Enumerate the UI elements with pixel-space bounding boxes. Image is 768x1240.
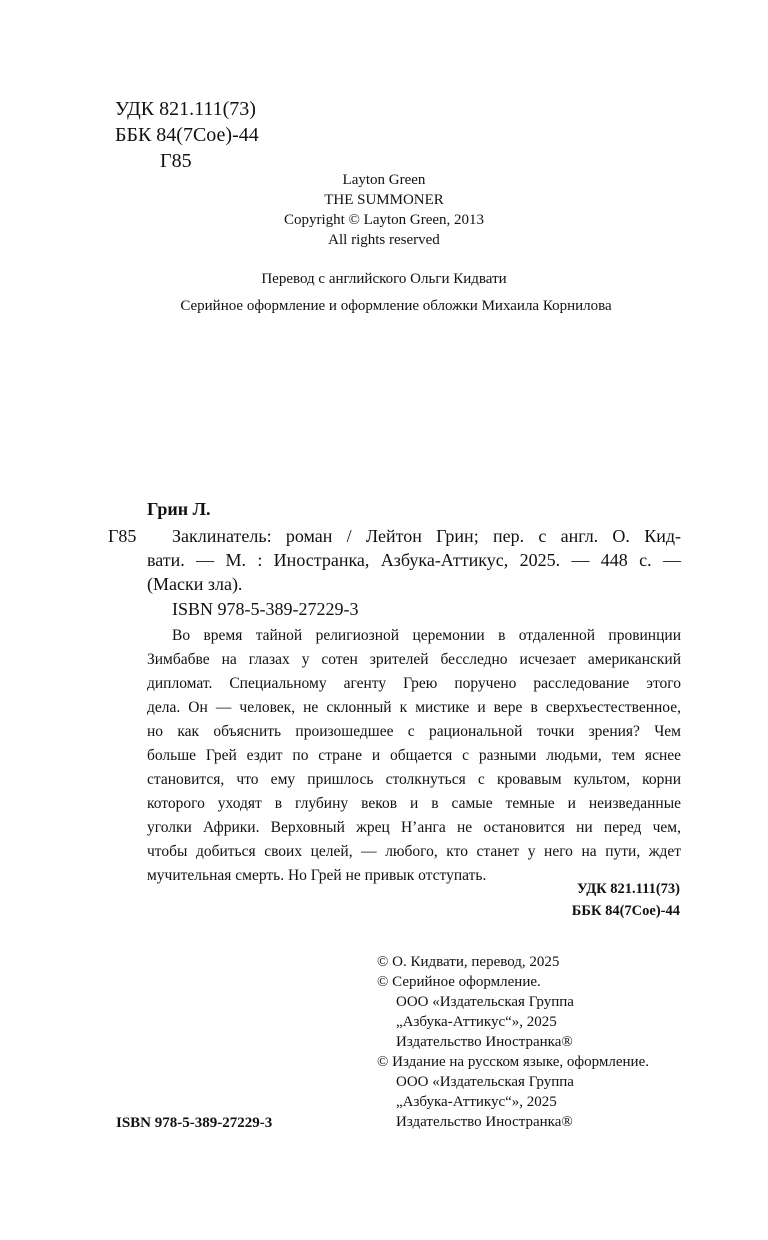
rights-line: Издательство Иностранка® (396, 1034, 573, 1050)
bib-line: (Маски зла). (147, 574, 243, 594)
original-title: THE SUMMONER (324, 192, 444, 208)
bib-line: вати. — М. : Иностранка, Азбука-Аттикус, 2025. — 448 с. — (147, 550, 681, 570)
original-credits (0, 170, 768, 250)
annotation-line: которого уходят в глубину веков и в самые темные и неизведанные (147, 795, 681, 812)
rights-line: ООО «Издательская Группа (396, 1074, 574, 1090)
annotation-line: становится, что ему пришлось столкнуться с кровавым культом, корни (147, 771, 681, 788)
bib-line: Заклинатель: роман / Лейтон Грин; пер. с англ. О. Кид- (172, 526, 681, 546)
bib-code: Г85 (108, 526, 137, 546)
bbk-code: ББК 84(7Сое)-44 (115, 124, 259, 146)
rights-line: „Азбука-Аттикус“», 2025 (396, 1094, 557, 1110)
copyright-line: Copyright © Layton Green, 2013 (283, 212, 485, 228)
annotation-line: чтобы добиться своих целей, — любого, кто станет у него на пути, ждет (147, 843, 681, 860)
annotation-line: дипломат. Специальному агенту Грею поручено расследование этого (147, 675, 681, 692)
translator-credit: Перевод с английского Ольги Кидвати (261, 271, 507, 287)
annotation-line: Во время тайной религиозной церемонии в отдаленной провинции (172, 627, 681, 644)
bib-author: Грин Л. (147, 499, 211, 519)
rights-line: © Издание на русском языке, оформление. (377, 1054, 649, 1070)
udk-code-right: УДК 821.111(73) (577, 881, 680, 897)
rights-line: „Азбука-Аттикус“», 2025 (396, 1014, 557, 1030)
rights-line: © Серийное оформление. (377, 974, 541, 990)
udk-code: УДК 821.111(73) (115, 98, 256, 120)
annotation (147, 624, 681, 888)
annotation-line: мучительная смерть. Но Грей не привык отступать. (147, 867, 487, 884)
bibliographic-record (147, 524, 681, 596)
original-author: Layton Green (342, 172, 426, 188)
design-credit: Серийное оформление и оформление обложки Михаила Корнилова (180, 298, 612, 314)
annotation-line: но как объяснить произошедшее с рациональной точки зрения? Чем (147, 723, 681, 740)
catalog-codes-top (115, 96, 259, 174)
annotation-line: больше Грей ездит по стране и общается с разными людьми, тем яснее (147, 747, 681, 764)
annotation-line: уголки Африки. Верховный жрец Н’анга не остановится ни перед чем, (147, 819, 681, 836)
rights-reserved: All rights reserved (328, 232, 440, 248)
catalog-codes-right (0, 878, 680, 922)
author-sign: Г85 (160, 150, 192, 172)
rights-line: Издательство Иностранка® (396, 1114, 573, 1130)
rights-line: © О. Кидвати, перевод, 2025 (377, 954, 560, 970)
rights-line: ООО «Издательская Группа (396, 994, 574, 1010)
bib-isbn: ISBN 978-5-389-27229-3 (172, 599, 359, 619)
annotation-line: дела. Он — человек, не склонный к мистике и вере в сверхъестественное, (147, 699, 681, 716)
annotation-line: Зимбабве на глазах у сотен зрителей бесследно исчезает американский (147, 651, 681, 668)
bbk-code-right: ББК 84(7Сое)-44 (571, 903, 680, 919)
isbn-bottom: ISBN 978-5-389-27229-3 (116, 1115, 273, 1131)
rights-block (377, 952, 649, 1132)
